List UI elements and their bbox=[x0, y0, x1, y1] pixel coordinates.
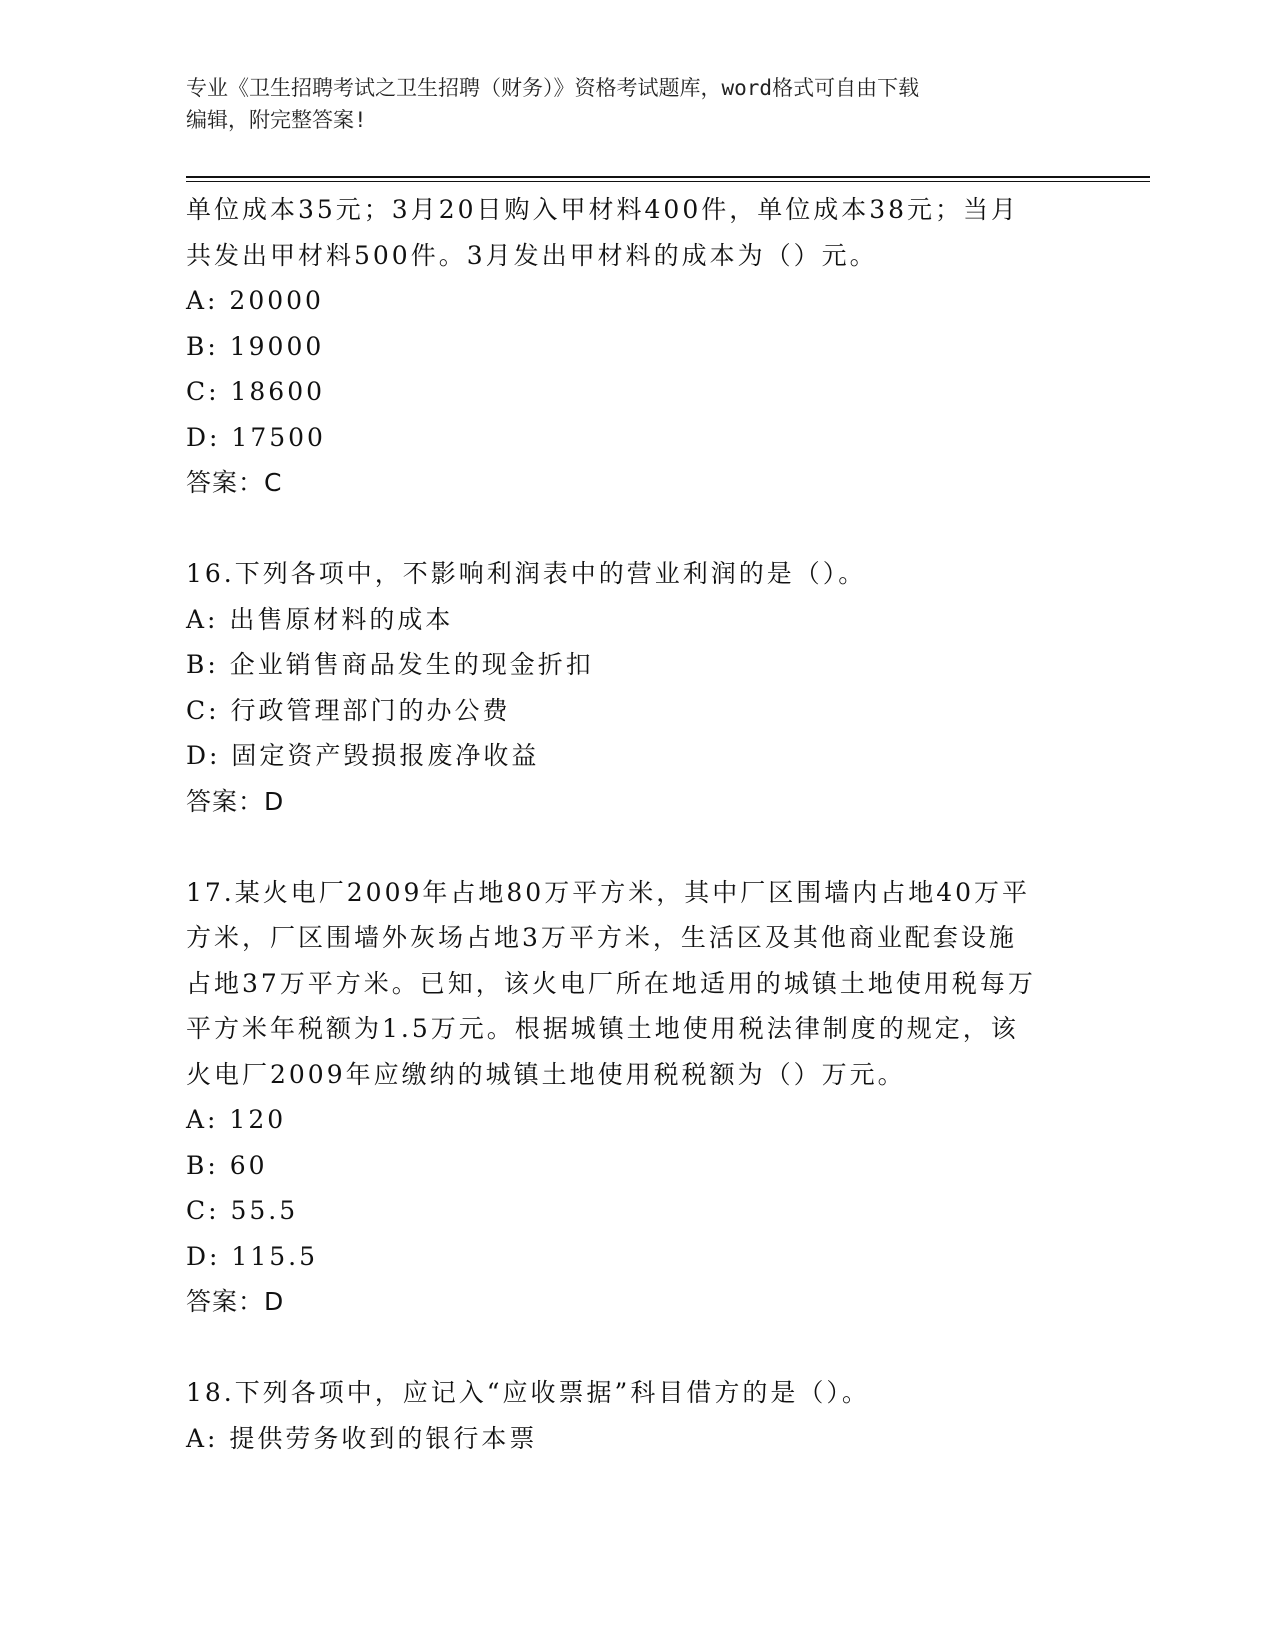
option-c: C: 55.5 bbox=[186, 1196, 299, 1225]
question-17 bbox=[186, 870, 1086, 1325]
question-18 bbox=[186, 1370, 1086, 1461]
spacer bbox=[186, 1325, 1086, 1371]
header-rule-thick bbox=[186, 176, 1150, 178]
option-a: A: 20000 bbox=[186, 286, 324, 315]
answer-line: 答案：C bbox=[186, 468, 283, 497]
option-d: D: 固定资产毁损报废净收益 bbox=[186, 741, 540, 770]
question-15 bbox=[186, 187, 1086, 506]
question-stem-line: 共发出甲材料500件。3月发出甲材料的成本为（）元。 bbox=[186, 240, 878, 270]
option-a: A: 提供劳务收到的银行本票 bbox=[186, 1423, 538, 1453]
header-rule-thin bbox=[186, 181, 1150, 182]
option-b: B: 60 bbox=[186, 1150, 268, 1180]
question-stem-line: 单位成本35元；3月20日购入甲材料400件，单位成本38元；当月 bbox=[186, 195, 1020, 224]
question-stem-line: 18.下列各项中，应记入“应收票据”科目借方的是（）。 bbox=[186, 1378, 870, 1407]
option-d: D: 115.5 bbox=[186, 1241, 318, 1271]
header-line-2: 编辑，附完整答案! bbox=[186, 108, 367, 132]
option-c: C: 行政管理部门的办公费 bbox=[186, 695, 511, 725]
question-stem-line: 占地37万平方米。已知，该火电厂所在地适用的城镇土地使用税每万 bbox=[186, 968, 1036, 998]
option-a: A: 出售原材料的成本 bbox=[186, 604, 454, 634]
question-stem-line: 17.某火电厂2009年占地80万平方米，其中厂区围墙内占地40万平 bbox=[186, 877, 1031, 907]
option-b: B: 企业销售商品发生的现金折扣 bbox=[186, 650, 594, 679]
option-a: A: 120 bbox=[186, 1105, 287, 1134]
question-16 bbox=[186, 551, 1086, 824]
spacer bbox=[186, 824, 1086, 870]
answer-line: 答案：D bbox=[186, 1287, 285, 1316]
answer-line: 答案：D bbox=[186, 786, 285, 816]
document-header bbox=[186, 72, 1066, 136]
option-c: C: 18600 bbox=[186, 377, 326, 406]
question-stem-line: 方米，厂区围墙外灰场占地3万平方米，生活区及其他商业配套设施 bbox=[186, 923, 1017, 952]
question-stem-line: 16.下列各项中，不影响利润表中的营业利润的是（）。 bbox=[186, 559, 867, 588]
header-line-1: 专业《卫生招聘考试之卫生招聘（财务）》资格考试题库，word格式可自由下载 bbox=[186, 76, 920, 100]
question-stem-line: 火电厂2009年应缴纳的城镇土地使用税税额为（）万元。 bbox=[186, 1059, 906, 1089]
question-stem-line: 平方米年税额为1.5万元。根据城镇土地使用税法律制度的规定，该 bbox=[186, 1014, 1019, 1043]
option-b: B: 19000 bbox=[186, 331, 325, 361]
question-list bbox=[186, 187, 1086, 1461]
spacer bbox=[186, 506, 1086, 552]
option-d: D: 17500 bbox=[186, 422, 326, 452]
